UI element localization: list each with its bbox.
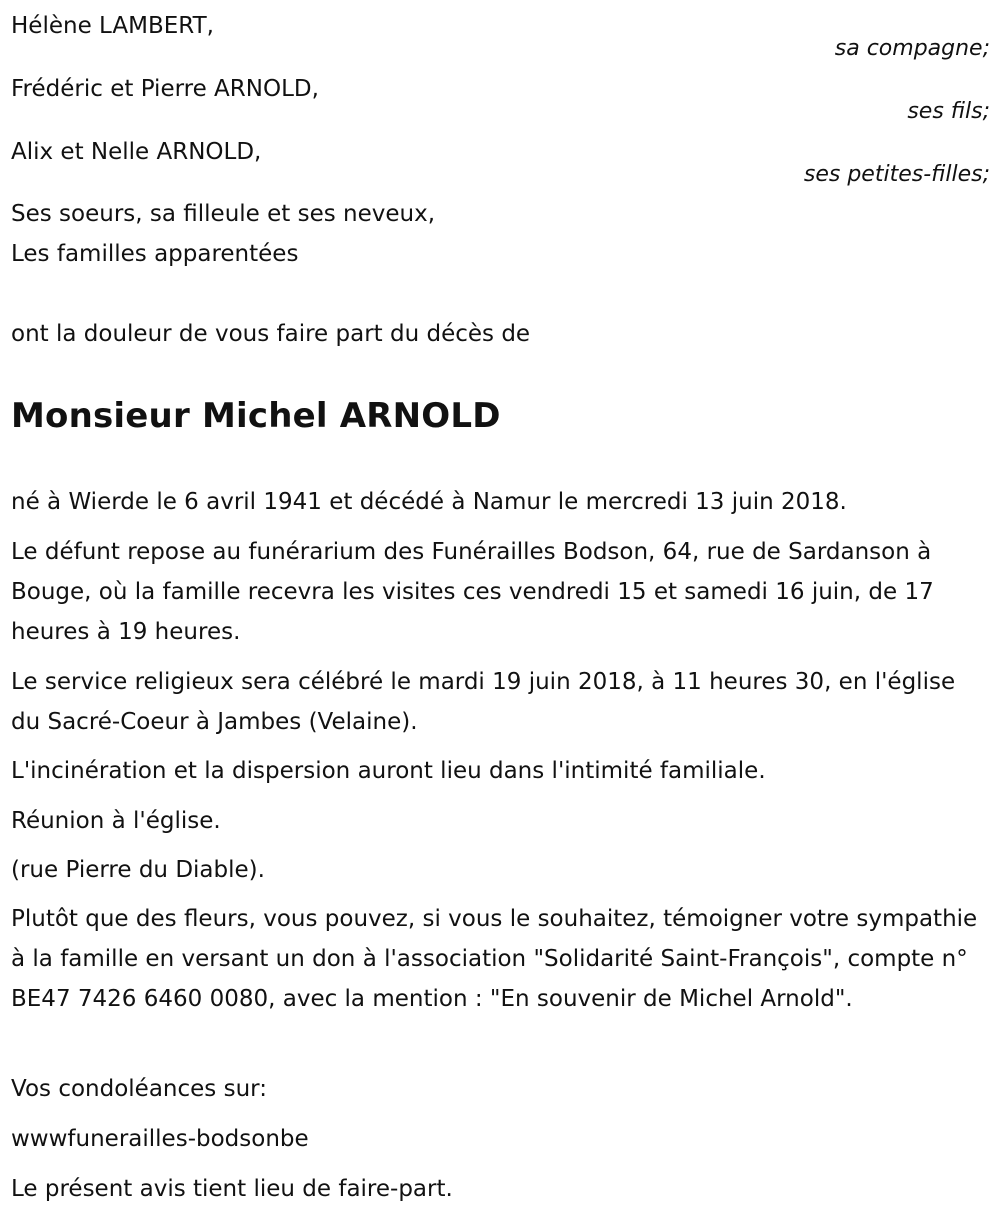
announcement-text: ont la douleur de vous faire part du décès de <box>11 321 531 347</box>
cremation-info: L'incinération et la dispersion auront lieu dans l'intimité familiale. <box>11 758 766 784</box>
birth-death-info: né à Wierde le 6 avril 1941 et décédé à Namur le mercredi 13 juin 2018. <box>11 489 847 515</box>
condolences-website[interactable]: wwwfunerailles-bodsonbe <box>11 1126 309 1152</box>
funeral-home-info: Le défunt repose au funérarium des Funérailles Bodson, 64, rue de Sardanson à Bouge, où la famille recevra les visites ces vendredi 15 et samedi 16 juin, de 17 heures à 19 heures. <box>11 539 934 645</box>
condolences-label: Vos condoléances sur: <box>11 1076 267 1102</box>
family-line-sons: Frédéric et Pierre ARNOLD, <box>11 76 319 102</box>
family-line-granddaughters: Alix et Nelle ARNOLD, <box>11 139 262 165</box>
service-info: Le service religieux sera célébré le mardi 19 juin 2018, à 11 heures 30, en l'église du Sacré-Coeur à Jambes (Velaine). <box>11 669 956 735</box>
meeting-info: Réunion à l'église. <box>11 808 221 834</box>
donation-info: Plutôt que des fleurs, vous pouvez, si vous le souhaitez, témoigner votre sympathie à la famille en versant un don à l'association "Solidarité Saint-François", compte n° BE47 7426 6460 0080, avec la mention : "En souvenir de Michel Arnold". <box>11 906 978 1012</box>
deceased-name: Monsieur Michel ARNOLD <box>11 396 501 436</box>
relation-companion: sa compagne; <box>834 36 990 61</box>
family-line-siblings: Ses soeurs, sa filleule et ses neveux, <box>11 201 436 227</box>
family-line-relatives: Les familles apparentées <box>11 241 299 267</box>
relation-granddaughters: ses petites-filles; <box>803 162 990 187</box>
family-line-companion: Hélène LAMBERT, <box>11 13 214 39</box>
closing-note: Le présent avis tient lieu de faire-part. <box>11 1176 453 1202</box>
street-info: (rue Pierre du Diable). <box>11 857 265 883</box>
relation-sons: ses fils; <box>907 99 990 124</box>
